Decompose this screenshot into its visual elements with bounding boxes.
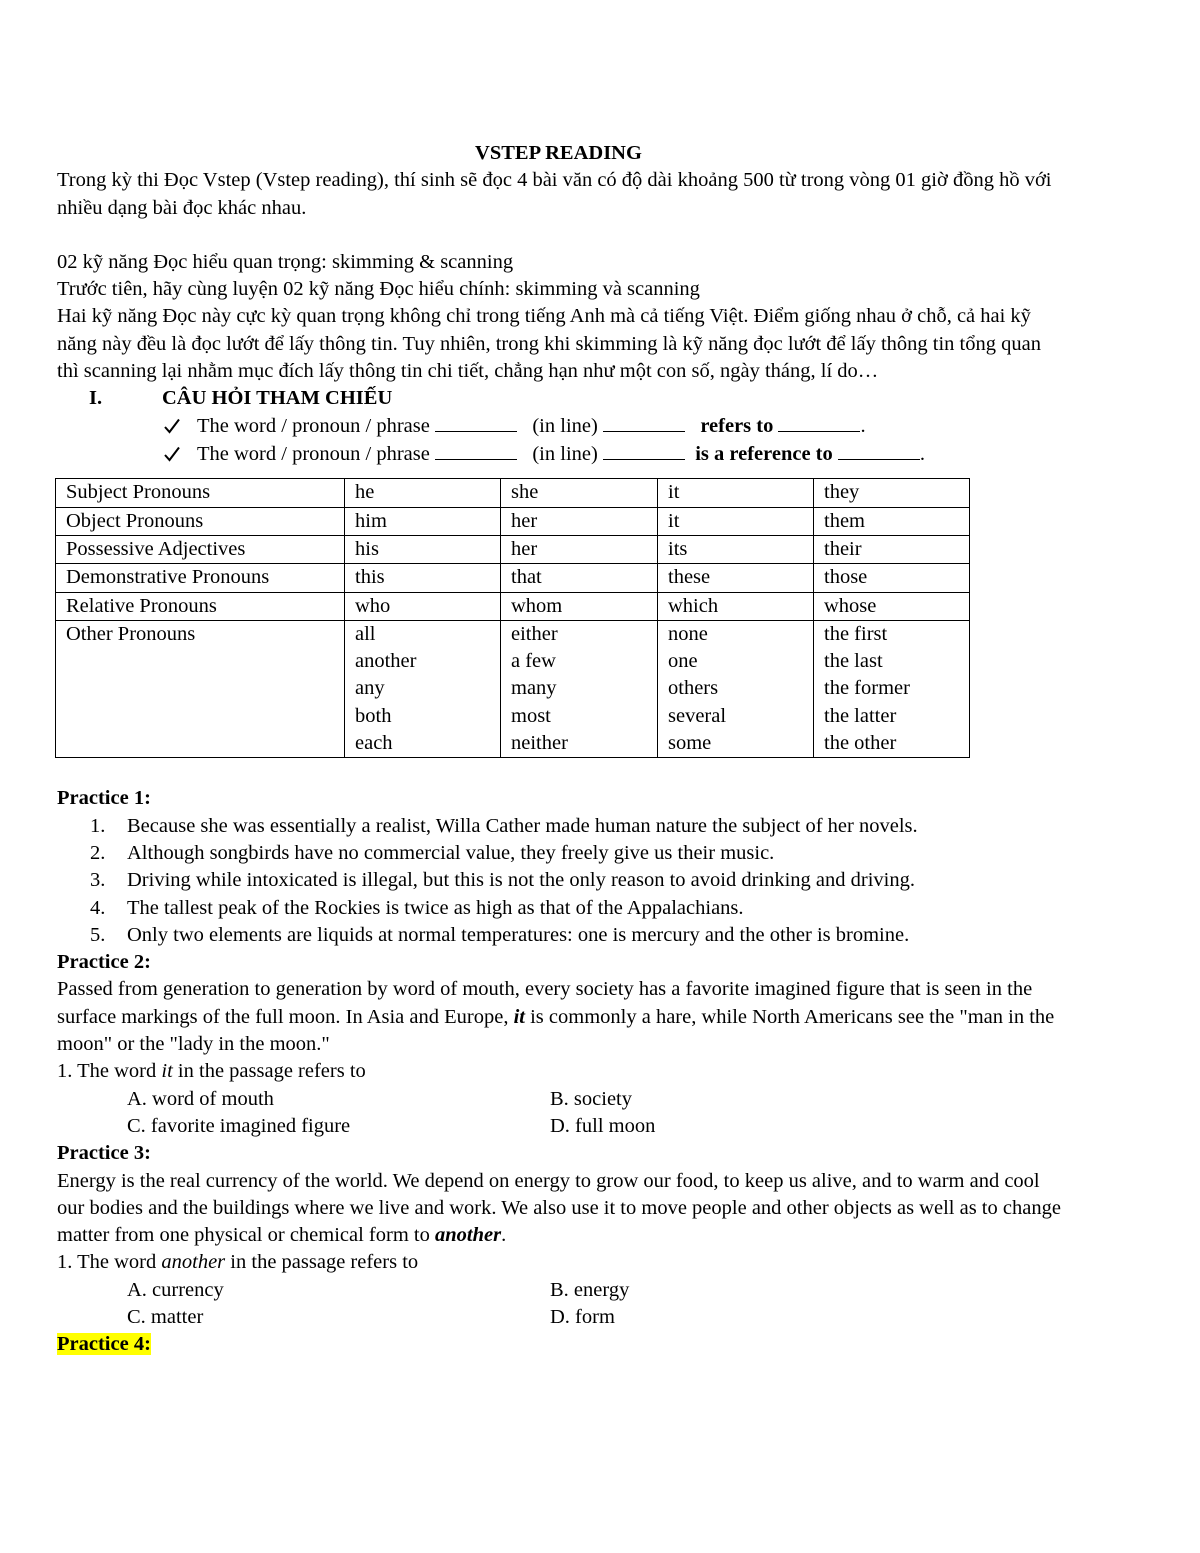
table-cell [501, 479, 658, 507]
check-icon [164, 412, 184, 439]
check-icon [164, 440, 184, 467]
list-item [57, 813, 1147, 840]
row-label: Subject Pronouns [56, 479, 345, 507]
pronoun-word: that [511, 566, 542, 589]
pronoun-word: the last [824, 650, 883, 673]
practice-2-heading: Practice 2: [57, 951, 151, 974]
pronoun-word: one [668, 650, 698, 673]
keyword-refers-to: refers to [700, 415, 774, 438]
pronoun-word: the former [824, 677, 910, 700]
practice-1-list [57, 813, 1147, 949]
table-cell [345, 592, 501, 620]
pronoun-word: who [355, 594, 391, 617]
pronoun-word: the first [824, 622, 888, 645]
table-cell [814, 564, 970, 592]
item-text: The tallest peak of the Rockies is twice as high as that of the Appalachians. [127, 896, 744, 919]
item-number: 4. [90, 896, 106, 919]
pronoun-word: her [511, 509, 538, 532]
option-c[interactable]: C. matter [127, 1305, 204, 1328]
row-label: Object Pronouns [56, 507, 345, 535]
blank-line [838, 440, 920, 460]
option-b[interactable]: B. society [550, 1087, 632, 1110]
section-title: CÂU HỎI THAM CHIẾU [162, 387, 393, 410]
table-cell [501, 535, 658, 563]
pronoun-word: their [824, 537, 862, 560]
table-row [56, 507, 970, 535]
option-a[interactable]: A. currency [127, 1278, 224, 1301]
intro-paragraph: Trong kỳ thi Đọc Vstep (Vstep reading), thí sinh sẽ đọc 4 bài văn có độ dài khoảng 500 từ trong vòng 01 giờ đồng hồ với nhiều dạng bài đọc khác nhau. [57, 169, 1052, 219]
pronoun-word: him [355, 509, 387, 532]
item-number: 1. [90, 814, 106, 837]
table-cell [814, 592, 970, 620]
row-label: Relative Pronouns [56, 592, 345, 620]
keyword-reference-to: is a reference to [695, 443, 833, 466]
row-label: Possessive Adjectives [56, 535, 345, 563]
pronoun-word: some [668, 732, 712, 755]
table-row [56, 620, 970, 757]
pronoun-word: none [668, 622, 708, 645]
table-cell [814, 507, 970, 535]
table-cell [658, 535, 814, 563]
option-d[interactable]: D. full moon [550, 1114, 656, 1137]
skills-paragraph: Hai kỹ năng Đọc này cực kỳ quan trọng không chỉ trong tiếng Anh mà cả tiếng Việt. Điểm giống nhau ở chỗ, cả hai kỹ năng này đều là đọc lướt để lấy thông tin. Tuy nhiên, trong khi skimming là kỹ năng đọc lướt để lấy thông tin tổng quan thì scanning lại nhằm mục đích lấy thông tin chi tiết, chẳng hạn như một con số, ngày tháng, lí do… [57, 305, 1041, 383]
blank-line [603, 412, 685, 432]
pronoun-word: most [511, 704, 551, 727]
pronoun-word: the other [824, 732, 897, 755]
bullet-refers-to: The word / pronoun / phrase (in line) refers to . [57, 412, 1147, 440]
pronoun-word: the latter [824, 704, 897, 727]
practice-1-heading: Practice 1: [57, 787, 151, 810]
table-cell [345, 479, 501, 507]
section-number: I. [89, 387, 103, 410]
list-item [57, 840, 1147, 867]
pronoun-word: those [824, 566, 868, 589]
table-cell [345, 620, 501, 757]
table-cell [501, 564, 658, 592]
option-b[interactable]: B. energy [550, 1278, 630, 1301]
pronoun-word: his [355, 537, 379, 560]
pronoun-word: them [824, 509, 865, 532]
pronoun-word: each [355, 732, 393, 755]
practice-2-keyword: it [513, 1005, 525, 1028]
row-label: Demonstrative Pronouns [56, 564, 345, 592]
practice-3-question: 1. The word another in the passage refers to [57, 1251, 419, 1274]
item-text: Although songbirds have no commercial value, they freely give us their music. [127, 841, 775, 864]
pronoun-word: it [668, 509, 680, 532]
table-cell [345, 535, 501, 563]
pronoun-word: both [355, 704, 392, 727]
item-text: Only two elements are liquids at normal temperatures: one is mercury and the other is bromine. [127, 923, 910, 946]
table-cell [658, 507, 814, 535]
list-item [57, 867, 1147, 894]
practice-4-highlight: Practice 4: [57, 1333, 151, 1356]
practice-3-options [57, 1277, 1147, 1332]
pronoun-word: whom [511, 594, 563, 617]
table-cell [345, 564, 501, 592]
practice-3-passage: Energy is the real currency of the world. We depend on energy to grow our food, to keep us alive, and to warm and cool our bodies and the buildings where we live and work. We also use it to move people and other objects as well as to change matter from one physical or chemical form to another. [57, 1169, 1061, 1247]
item-text: Because she was essentially a realist, Willa Cather made human nature the subject of her novels. [127, 814, 918, 837]
pronoun-word: whose [824, 594, 877, 617]
practice-4-heading [57, 1331, 1147, 1358]
row-label: Other Pronouns [56, 620, 345, 757]
table-cell [501, 620, 658, 757]
table-cell [814, 535, 970, 563]
section-heading [57, 385, 1147, 412]
bullet-reference-to: The word / pronoun / phrase (in line) is a reference to . [57, 440, 1147, 468]
table-row [56, 479, 970, 507]
pronoun-word: neither [511, 732, 568, 755]
table-cell [658, 479, 814, 507]
pronoun-word: others [668, 677, 719, 700]
document-title: VSTEP READING [475, 142, 642, 164]
pronoun-word: several [668, 704, 727, 727]
option-a[interactable]: A. word of mouth [127, 1087, 274, 1110]
blank-line [778, 412, 860, 432]
pronoun-word: all [355, 622, 376, 645]
pronoun-word: another [355, 650, 417, 673]
skills-line-2: Trước tiên, hãy cùng luyện 02 kỹ năng Đọc hiểu chính: skimming và scanning [57, 278, 700, 301]
practice-2-question: 1. The word it in the passage refers to [57, 1060, 366, 1083]
table-row [56, 592, 970, 620]
practice-2-options [57, 1086, 1147, 1141]
table-cell [501, 592, 658, 620]
pronoun-word: which [668, 594, 719, 617]
pronoun-word: this [355, 566, 385, 589]
list-item [57, 922, 1147, 949]
practice-2-passage: Passed from generation to generation by word of mouth, every society has a favorite imagined figure that is seen in the surface markings of the full moon. In Asia and Europe, it is commonly a hare, while North Americans see the "man in the moon" or the "lady in the moon." [57, 978, 1055, 1056]
practice-3-heading: Practice 3: [57, 1142, 151, 1165]
blank-line [435, 412, 517, 432]
table-cell [658, 564, 814, 592]
pronoun-word: either [511, 622, 558, 645]
item-number: 5. [90, 923, 106, 946]
pronoun-word: she [511, 481, 539, 504]
option-d[interactable]: D. form [550, 1305, 615, 1328]
table-cell [658, 592, 814, 620]
blank-line [435, 440, 517, 460]
item-number: 3. [90, 869, 106, 892]
pronoun-word: her [511, 537, 538, 560]
table-row [56, 535, 970, 563]
pronoun-word: it [668, 481, 680, 504]
table-cell [345, 507, 501, 535]
item-number: 2. [90, 841, 106, 864]
table-cell [814, 620, 970, 757]
list-item [57, 895, 1147, 922]
item-text: Driving while intoxicated is illegal, but this is not the only reason to avoid drinking and driving. [127, 869, 915, 892]
table-cell [814, 479, 970, 507]
blank-line [603, 440, 685, 460]
pronoun-word: these [668, 566, 711, 589]
pronoun-word: any [355, 677, 385, 700]
option-c[interactable]: C. favorite imagined figure [127, 1114, 351, 1137]
pronoun-word: a few [511, 650, 556, 673]
pronoun-table [55, 478, 970, 758]
practice-3-keyword: another [434, 1224, 502, 1247]
pronoun-word: many [511, 677, 557, 700]
table-cell [658, 620, 814, 757]
table-cell [501, 507, 658, 535]
pronoun-word: he [355, 481, 375, 504]
pronoun-word: they [824, 481, 860, 504]
table-row [56, 564, 970, 592]
document-page [57, 140, 1147, 1359]
skills-line-1: 02 kỹ năng Đọc hiểu quan trọng: skimming & scanning [57, 250, 514, 273]
pronoun-word: its [668, 537, 688, 560]
